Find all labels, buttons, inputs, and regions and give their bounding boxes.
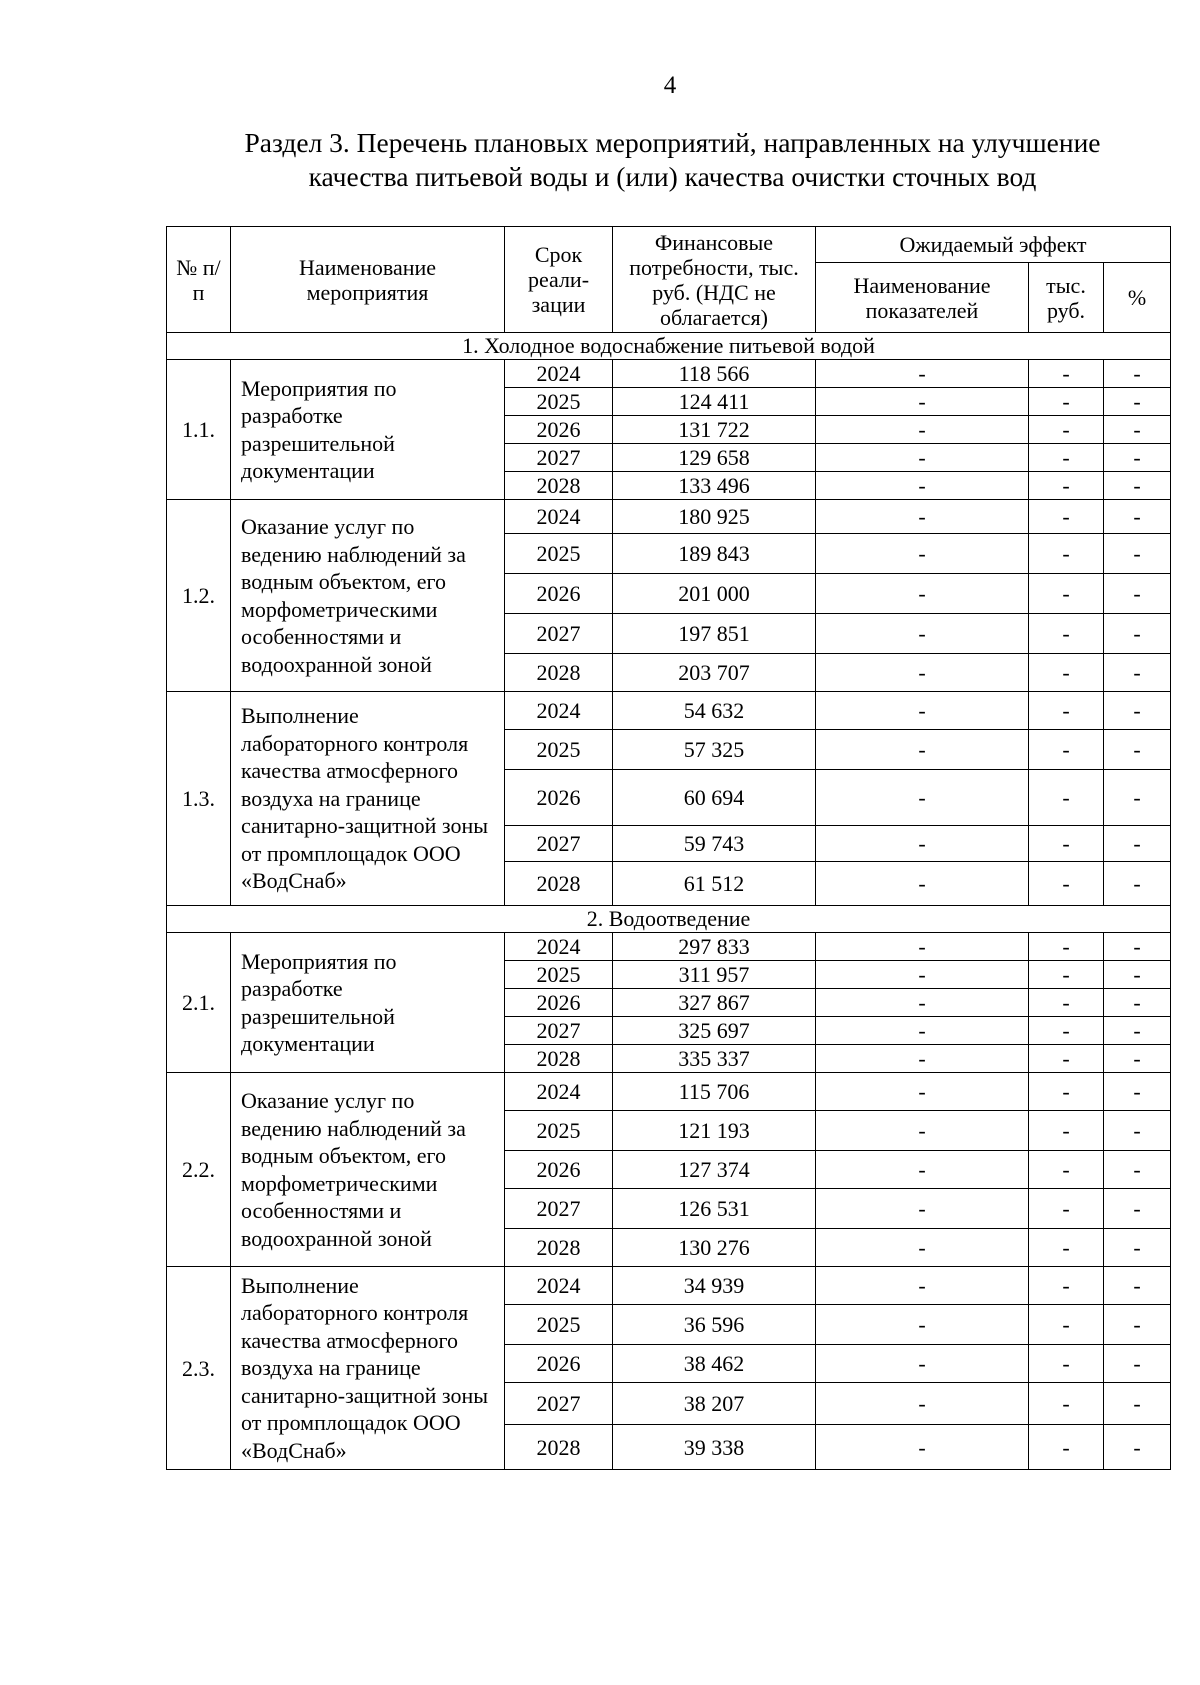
indicator-cell: - <box>816 1189 1029 1229</box>
percent-cell: - <box>1104 826 1171 862</box>
year-cell: 2027 <box>505 614 613 654</box>
indicator-cell: - <box>816 862 1029 906</box>
page-number: 4 <box>663 72 677 99</box>
year-cell: 2024 <box>505 1267 613 1305</box>
percent-cell: - <box>1104 1383 1171 1425</box>
amount-cell: 60 694 <box>613 770 816 826</box>
header-finance: Финансовые потребности, тыс. руб. (НДС не облагается) <box>613 227 816 333</box>
percent-cell: - <box>1104 1345 1171 1383</box>
indicator-cell: - <box>816 654 1029 692</box>
year-cell: 2026 <box>505 1345 613 1383</box>
year-cell: 2027 <box>505 826 613 862</box>
indicator-cell: - <box>816 1073 1029 1111</box>
indicator-cell: - <box>816 416 1029 444</box>
percent-cell: - <box>1104 1305 1171 1345</box>
indicator-cell: - <box>816 692 1029 730</box>
thousand-rub-cell: - <box>1029 862 1104 906</box>
measure-number: 1.1. <box>167 360 231 500</box>
header-name: Наименование мероприятия <box>231 227 505 333</box>
measure-name: Выполнение лабораторного контроля качества атмосферного воздуха на границе санитарно-защитной зоны от промплощадок ООО «ВодСнаб» <box>231 692 505 906</box>
indicator-cell: - <box>816 444 1029 472</box>
amount-cell: 201 000 <box>613 574 816 614</box>
year-cell: 2024 <box>505 692 613 730</box>
year-cell: 2025 <box>505 1111 613 1151</box>
indicator-cell: - <box>816 614 1029 654</box>
thousand-rub-cell: - <box>1029 1383 1104 1425</box>
amount-cell: 297 833 <box>613 933 816 961</box>
thousand-rub-cell: - <box>1029 388 1104 416</box>
indicator-cell: - <box>816 770 1029 826</box>
year-cell: 2025 <box>505 1305 613 1345</box>
thousand-rub-cell: - <box>1029 360 1104 388</box>
thousand-rub-cell: - <box>1029 1151 1104 1189</box>
percent-cell: - <box>1104 1151 1171 1189</box>
thousand-rub-cell: - <box>1029 826 1104 862</box>
measure-name: Мероприятия по разработке разрешительной документации <box>231 933 505 1073</box>
indicator-cell: - <box>816 472 1029 500</box>
measure-number: 1.3. <box>167 692 231 906</box>
thousand-rub-cell: - <box>1029 654 1104 692</box>
indicator-cell: - <box>816 1345 1029 1383</box>
year-cell: 2028 <box>505 1229 613 1267</box>
table-row <box>167 1267 1171 1305</box>
header-percent: % <box>1104 263 1171 333</box>
amount-cell: 126 531 <box>613 1189 816 1229</box>
header-indicator: Наименование показателей <box>816 263 1029 333</box>
percent-cell: - <box>1104 989 1171 1017</box>
header-thousand-rub: тыс. руб. <box>1029 263 1104 333</box>
amount-cell: 203 707 <box>613 654 816 692</box>
section-row <box>167 906 1171 933</box>
indicator-cell: - <box>816 500 1029 534</box>
indicator-cell: - <box>816 388 1029 416</box>
thousand-rub-cell: - <box>1029 472 1104 500</box>
thousand-rub-cell: - <box>1029 1189 1104 1229</box>
thousand-rub-cell: - <box>1029 500 1104 534</box>
year-cell: 2028 <box>505 1425 613 1470</box>
thousand-rub-cell: - <box>1029 1111 1104 1151</box>
percent-cell: - <box>1104 1073 1171 1111</box>
indicator-cell: - <box>816 1267 1029 1305</box>
table-body <box>167 333 1171 1470</box>
year-cell: 2024 <box>505 933 613 961</box>
year-cell: 2027 <box>505 444 613 472</box>
percent-cell: - <box>1104 1425 1171 1470</box>
indicator-cell: - <box>816 933 1029 961</box>
percent-cell: - <box>1104 1017 1171 1045</box>
amount-cell: 311 957 <box>613 961 816 989</box>
amount-cell: 59 743 <box>613 826 816 862</box>
thousand-rub-cell: - <box>1029 1229 1104 1267</box>
amount-cell: 189 843 <box>613 534 816 574</box>
amount-cell: 327 867 <box>613 989 816 1017</box>
percent-cell: - <box>1104 388 1171 416</box>
amount-cell: 34 939 <box>613 1267 816 1305</box>
measure-number: 2.2. <box>167 1073 231 1267</box>
thousand-rub-cell: - <box>1029 1345 1104 1383</box>
year-cell: 2025 <box>505 388 613 416</box>
year-cell: 2026 <box>505 574 613 614</box>
thousand-rub-cell: - <box>1029 534 1104 574</box>
measure-name: Мероприятия по разработке разрешительной документации <box>231 360 505 500</box>
thousand-rub-cell: - <box>1029 1305 1104 1345</box>
table-row <box>167 933 1171 961</box>
percent-cell: - <box>1104 1045 1171 1073</box>
amount-cell: 127 374 <box>613 1151 816 1189</box>
indicator-cell: - <box>816 826 1029 862</box>
thousand-rub-cell: - <box>1029 961 1104 989</box>
indicator-cell: - <box>816 730 1029 770</box>
thousand-rub-cell: - <box>1029 1267 1104 1305</box>
indicator-cell: - <box>816 360 1029 388</box>
amount-cell: 36 596 <box>613 1305 816 1345</box>
measure-name: Выполнение лабораторного контроля качества атмосферного воздуха на границе санитарно-защитной зоны от промплощадок ООО «ВодСнаб» <box>231 1267 505 1470</box>
section-title-line-2: качества питьевой воды и (или) качества очистки сточных вод <box>308 161 1037 192</box>
section-title <box>0 126 1200 194</box>
percent-cell: - <box>1104 500 1171 534</box>
year-cell: 2028 <box>505 1045 613 1073</box>
measure-number: 2.3. <box>167 1267 231 1470</box>
thousand-rub-cell: - <box>1029 1073 1104 1111</box>
thousand-rub-cell: - <box>1029 692 1104 730</box>
table-header <box>167 227 1171 333</box>
year-cell: 2026 <box>505 989 613 1017</box>
thousand-rub-cell: - <box>1029 730 1104 770</box>
year-cell: 2027 <box>505 1017 613 1045</box>
percent-cell: - <box>1104 416 1171 444</box>
amount-cell: 38 462 <box>613 1345 816 1383</box>
indicator-cell: - <box>816 1151 1029 1189</box>
header-num: № п/п <box>167 227 231 333</box>
year-cell: 2024 <box>505 360 613 388</box>
amount-cell: 57 325 <box>613 730 816 770</box>
thousand-rub-cell: - <box>1029 1425 1104 1470</box>
year-cell: 2026 <box>505 1151 613 1189</box>
indicator-cell: - <box>816 961 1029 989</box>
amount-cell: 129 658 <box>613 444 816 472</box>
amount-cell: 133 496 <box>613 472 816 500</box>
year-cell: 2025 <box>505 534 613 574</box>
amount-cell: 38 207 <box>613 1383 816 1425</box>
percent-cell: - <box>1104 692 1171 730</box>
year-cell: 2024 <box>505 500 613 534</box>
amount-cell: 130 276 <box>613 1229 816 1267</box>
measures-table <box>166 226 1171 1470</box>
percent-cell: - <box>1104 444 1171 472</box>
indicator-cell: - <box>816 989 1029 1017</box>
percent-cell: - <box>1104 730 1171 770</box>
year-cell: 2024 <box>505 1073 613 1111</box>
header-term: Срок реали-зации <box>505 227 613 333</box>
table-row <box>167 500 1171 534</box>
header-effect: Ожидаемый эффект <box>816 227 1171 263</box>
indicator-cell: - <box>816 1111 1029 1151</box>
amount-cell: 180 925 <box>613 500 816 534</box>
percent-cell: - <box>1104 614 1171 654</box>
amount-cell: 118 566 <box>613 360 816 388</box>
percent-cell: - <box>1104 1189 1171 1229</box>
year-cell: 2028 <box>505 862 613 906</box>
amount-cell: 335 337 <box>613 1045 816 1073</box>
year-cell: 2027 <box>505 1383 613 1425</box>
indicator-cell: - <box>816 1017 1029 1045</box>
section-title-cell: 1. Холодное водоснабжение питьевой водой <box>167 333 1171 360</box>
year-cell: 2025 <box>505 730 613 770</box>
thousand-rub-cell: - <box>1029 1045 1104 1073</box>
thousand-rub-cell: - <box>1029 444 1104 472</box>
year-cell: 2028 <box>505 654 613 692</box>
amount-cell: 131 722 <box>613 416 816 444</box>
year-cell: 2026 <box>505 770 613 826</box>
thousand-rub-cell: - <box>1029 416 1104 444</box>
amount-cell: 124 411 <box>613 388 816 416</box>
percent-cell: - <box>1104 534 1171 574</box>
table-row <box>167 692 1171 730</box>
amount-cell: 39 338 <box>613 1425 816 1470</box>
measure-number: 2.1. <box>167 933 231 1073</box>
percent-cell: - <box>1104 770 1171 826</box>
measure-number: 1.2. <box>167 500 231 692</box>
thousand-rub-cell: - <box>1029 933 1104 961</box>
indicator-cell: - <box>816 1383 1029 1425</box>
amount-cell: 54 632 <box>613 692 816 730</box>
percent-cell: - <box>1104 933 1171 961</box>
table-row <box>167 1073 1171 1111</box>
percent-cell: - <box>1104 862 1171 906</box>
table-row <box>167 360 1171 388</box>
percent-cell: - <box>1104 1229 1171 1267</box>
section-title-line-1: Раздел 3. Перечень плановых мероприятий, направленных на улучшение <box>244 127 1101 158</box>
amount-cell: 325 697 <box>613 1017 816 1045</box>
year-cell: 2025 <box>505 961 613 989</box>
measure-name: Оказание услуг по ведению наблюдений за водным объектом, его морфометрическими особенностями и водоохранной зоной <box>231 1073 505 1267</box>
amount-cell: 115 706 <box>613 1073 816 1111</box>
indicator-cell: - <box>816 1045 1029 1073</box>
thousand-rub-cell: - <box>1029 989 1104 1017</box>
indicator-cell: - <box>816 534 1029 574</box>
thousand-rub-cell: - <box>1029 1017 1104 1045</box>
measure-name: Оказание услуг по ведению наблюдений за водным объектом, его морфометрическими особенностями и водоохранной зоной <box>231 500 505 692</box>
percent-cell: - <box>1104 1267 1171 1305</box>
thousand-rub-cell: - <box>1029 574 1104 614</box>
indicator-cell: - <box>816 574 1029 614</box>
thousand-rub-cell: - <box>1029 770 1104 826</box>
amount-cell: 121 193 <box>613 1111 816 1151</box>
indicator-cell: - <box>816 1425 1029 1470</box>
percent-cell: - <box>1104 360 1171 388</box>
percent-cell: - <box>1104 961 1171 989</box>
percent-cell: - <box>1104 574 1171 614</box>
thousand-rub-cell: - <box>1029 614 1104 654</box>
indicator-cell: - <box>816 1229 1029 1267</box>
section-title-cell: 2. Водоотведение <box>167 906 1171 933</box>
section-row <box>167 333 1171 360</box>
year-cell: 2028 <box>505 472 613 500</box>
percent-cell: - <box>1104 654 1171 692</box>
amount-cell: 61 512 <box>613 862 816 906</box>
indicator-cell: - <box>816 1305 1029 1345</box>
amount-cell: 197 851 <box>613 614 816 654</box>
year-cell: 2026 <box>505 416 613 444</box>
percent-cell: - <box>1104 1111 1171 1151</box>
percent-cell: - <box>1104 472 1171 500</box>
year-cell: 2027 <box>505 1189 613 1229</box>
